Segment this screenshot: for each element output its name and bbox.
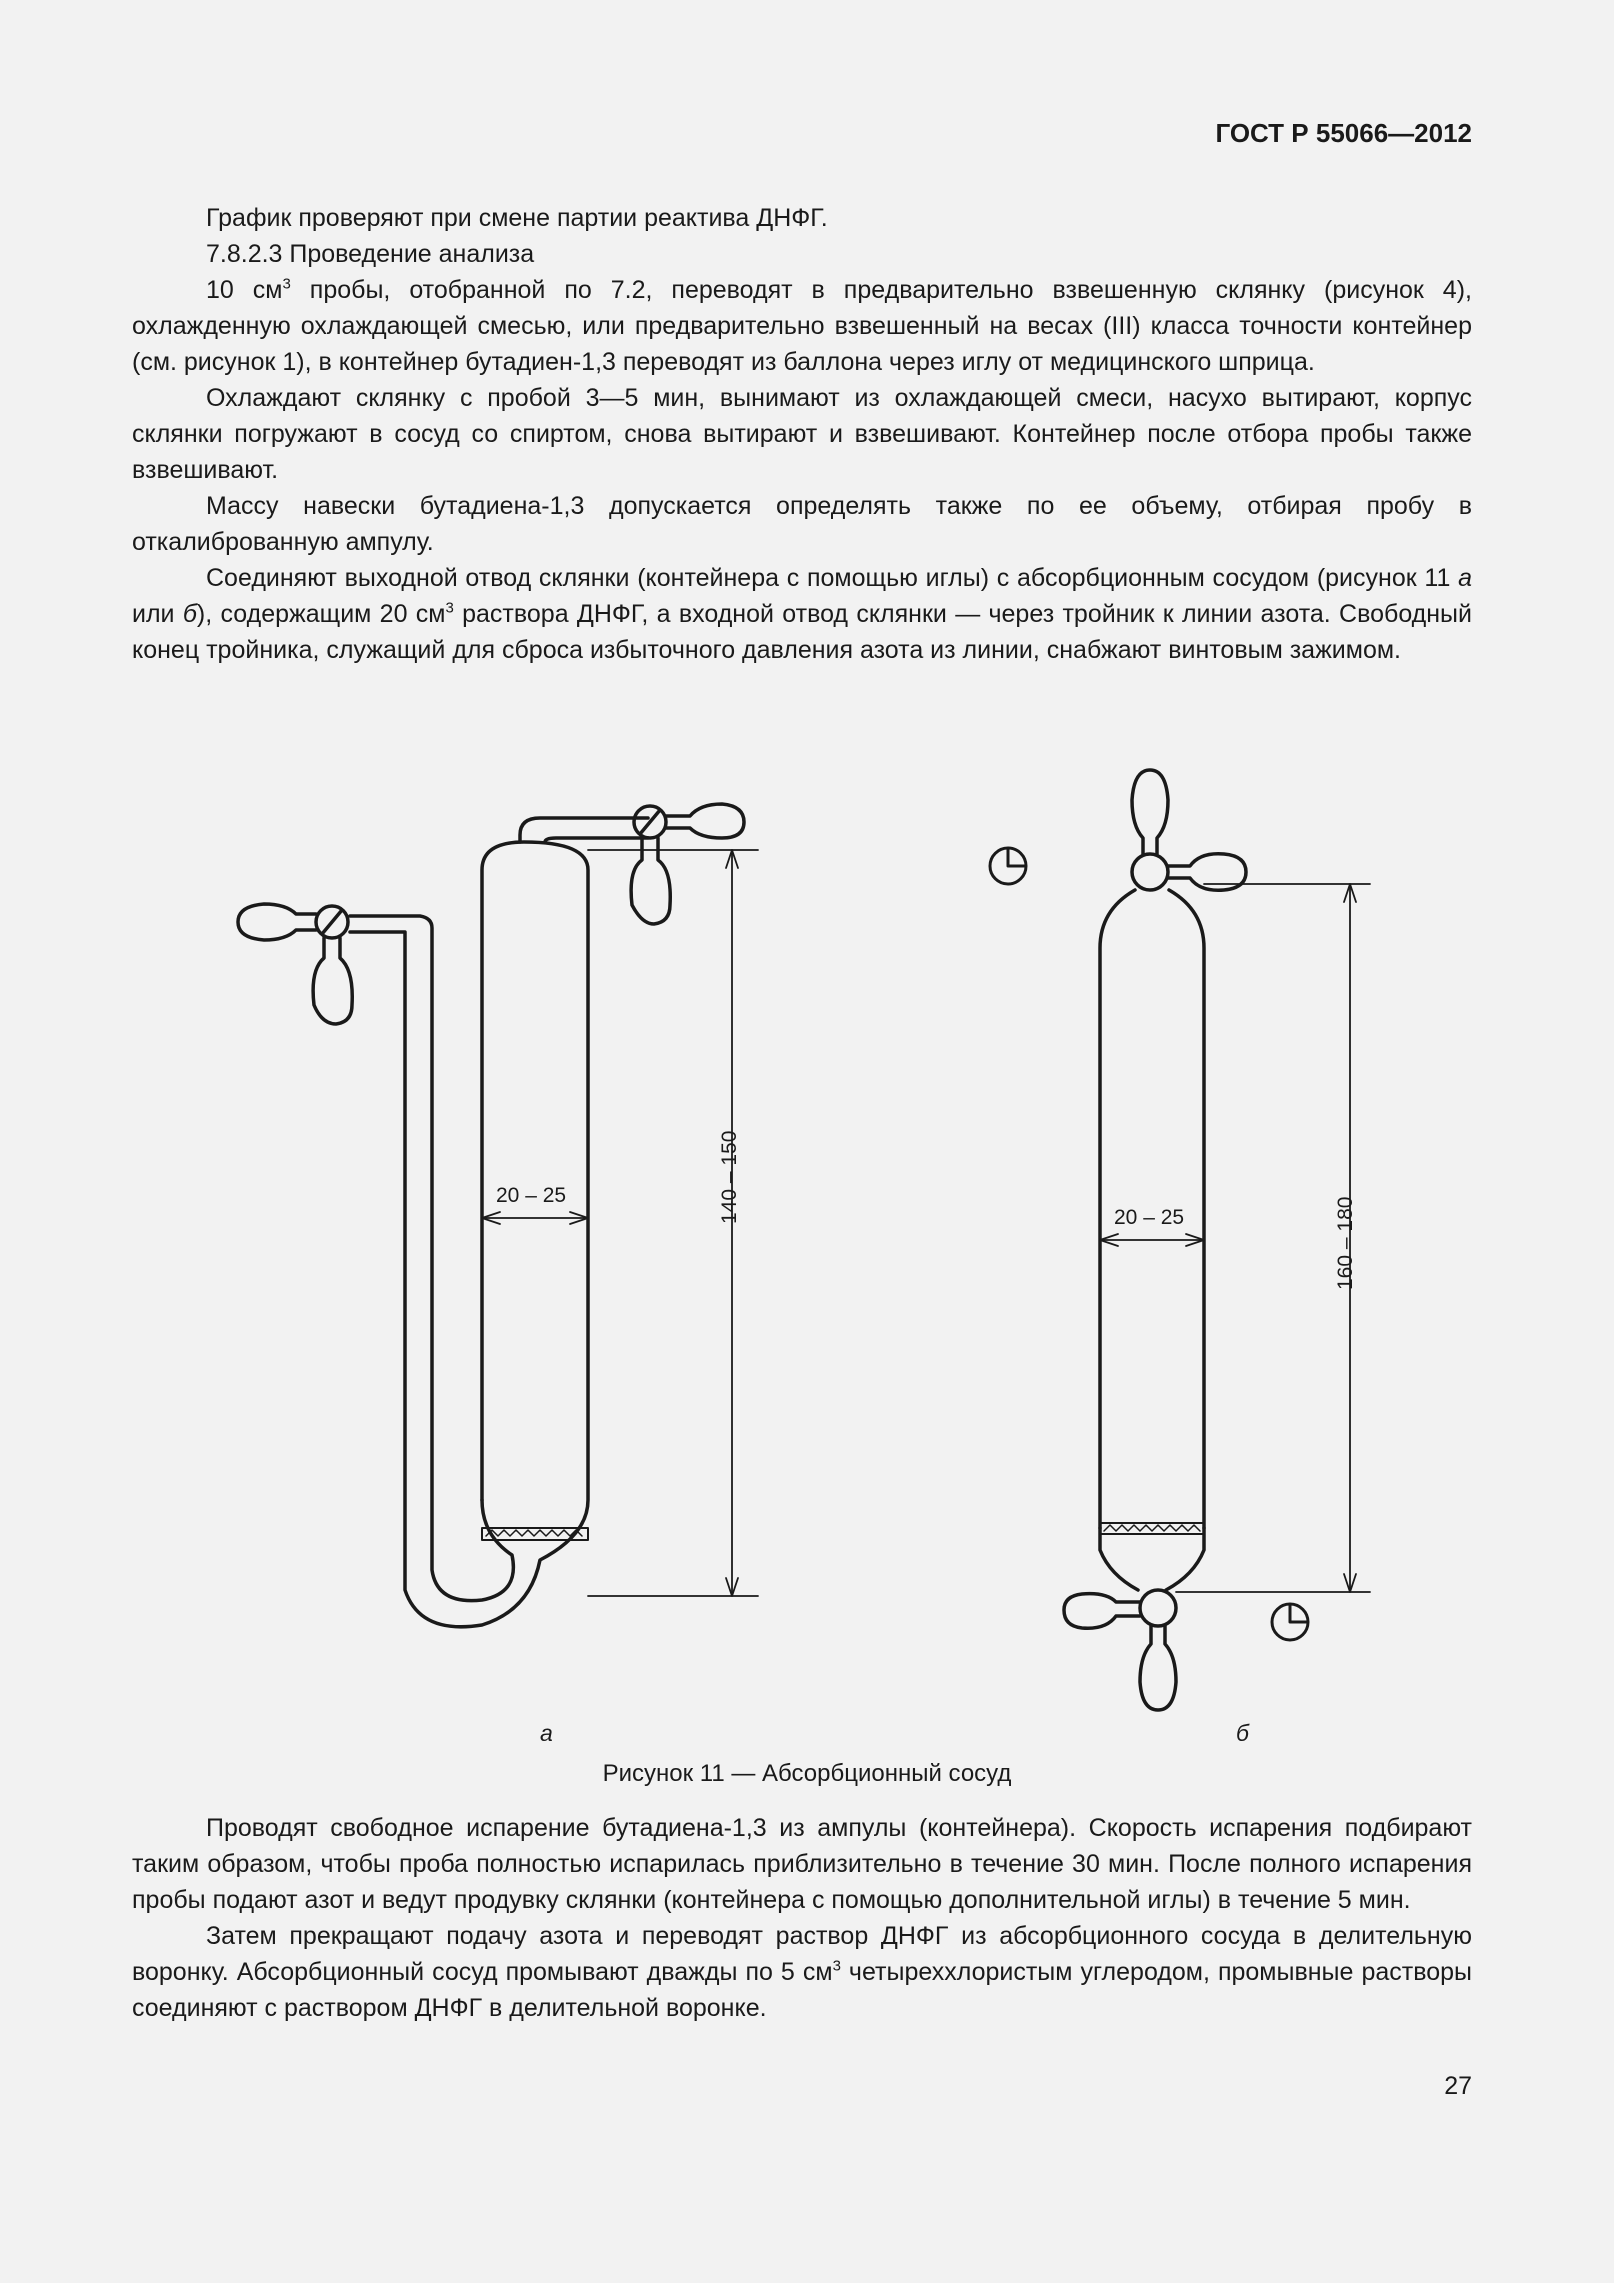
figure-drawing xyxy=(0,750,1614,1760)
dimension-label-diameter-a: 20 – 25 xyxy=(496,1184,567,1207)
dimension-label-height-b: 160 – 180 xyxy=(1334,1196,1357,1290)
paragraph: Охлаждают склянку с пробой 3—5 мин, вынимают из охлаждающей смеси, насухо вытирают, корпус склянки погружают в сосуд со спиртом, снова вытирают и взвешивают. Контейнер после отбора пробы также взвешивают. xyxy=(132,384,1472,484)
page-number: 27 xyxy=(1444,2072,1472,2100)
paragraph: Проводят свободное испарение бутадиена-1,3 из ампулы (контейнера). Скорость испарения подбирают таким образом, чтобы проба полностью испарилась приблизительно в течение 30 мин. После полного испарения пробы подают азот и ведут продувку склянки (контейнера с помощью дополнительной иглы) в течение 5 мин. xyxy=(132,1814,1472,1914)
text-block-top xyxy=(132,200,1472,668)
dimension-label-height-a: 140 – 150 xyxy=(718,1130,741,1224)
paragraph: Массу навески бутадиена-1,3 допускается определять также по ее объему, отбирая пробу в откалиброванную ампулу. xyxy=(132,492,1472,556)
vessel-a-dimensions xyxy=(482,850,758,1596)
document-header: ГОСТ Р 55066—2012 xyxy=(1215,118,1472,148)
rotation-marks xyxy=(990,848,1308,1640)
vessel-b-top-stopcock xyxy=(1132,770,1246,890)
figure-caption: Рисунок 11 — Абсорбционный сосуд xyxy=(602,1760,1012,1787)
paragraph: Затем прекращают подачу азота и переводят раствор ДНФГ из абсорбционного сосуда в делительную воронку. Абсорбционный сосуд промывают дважды по 5 $см^3$ четыреххлористым углеродом, промывные растворы соединяют с раствором ДНФГ в делительной воронке. xyxy=(132,1922,1472,2022)
subfigure-label-a: а xyxy=(540,1720,553,1746)
porous-plate-b xyxy=(1100,1523,1204,1534)
paragraph: График проверяют при смене партии реактива ДНФГ. xyxy=(206,204,828,232)
vessel-b-bottom-stopcock xyxy=(1064,1590,1176,1710)
vessel-a-left-stopcock xyxy=(238,904,352,1024)
paragraph: 10 $см^3$ пробы, отобранной по 7.2, переводят в предварительно взвешенную склянку (рисунок 4), охлажденную охлаждающей смесью, или предварительно взвешенный на весах (III) класса точности контейнер (см. рисунок 1), в контейнер бутадиен-1,3 переводят из баллона через иглу от медицинского шприца. xyxy=(132,275,1472,376)
figure-absorption-vessel xyxy=(0,750,1614,1800)
section-heading: 7.8.2.3 Проведение анализа xyxy=(206,240,535,268)
subfigure-label-b: б xyxy=(1236,1720,1249,1746)
vessel-b-dimensions xyxy=(1100,884,1370,1592)
dimension-label-diameter-b: 20 – 25 xyxy=(1114,1206,1185,1229)
paragraph: Соединяют выходной отвод склянки (контейнера с помощью иглы) с абсорбционным сосудом (рисунок 11 а или б), содержащим 20 $см^3$ раствора ДНФГ, а входной отвод склянки — через тройник к линии азота. Свободный конец тройника, служащий для сброса избыточного давления азота из линии, снабжают винтовым зажимом. xyxy=(132,564,1472,664)
text-block-bottom xyxy=(132,1810,1472,2026)
vessel-a-drawing xyxy=(350,818,648,1627)
